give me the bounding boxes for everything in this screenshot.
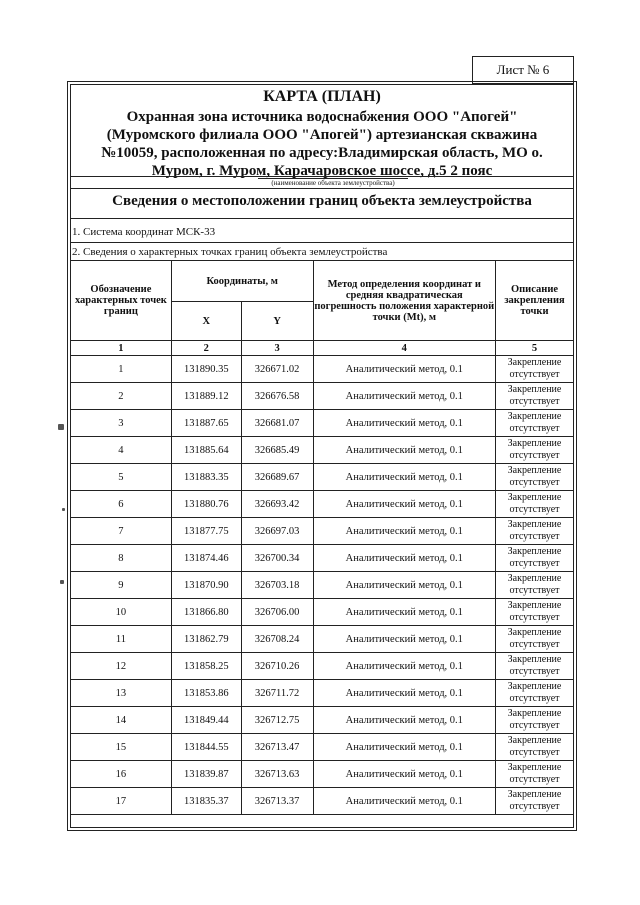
fixing-cell: Закрепление отсутствует <box>496 437 574 464</box>
coord-x: 131877.75 <box>171 518 241 545</box>
coord-y: 326703.18 <box>241 572 313 599</box>
method-cell: Аналитический метод, 0.1 <box>313 707 495 734</box>
method-cell: Аналитический метод, 0.1 <box>313 491 495 518</box>
column-index: 1 <box>71 341 172 356</box>
header-x: X <box>171 302 241 341</box>
fixing-cell: Закрепление отсутствует <box>496 653 574 680</box>
fixing-cell: Закрепление отсутствует <box>496 626 574 653</box>
coord-x: 131874.46 <box>171 545 241 572</box>
coord-y: 326700.34 <box>241 545 313 572</box>
fixing-cell: Закрепление отсутствует <box>496 383 574 410</box>
coord-x: 131885.64 <box>171 437 241 464</box>
description-caption: (наименование объекта землеустройства) <box>258 178 408 187</box>
method-cell: Аналитический метод, 0.1 <box>313 626 495 653</box>
point-number: 6 <box>71 491 172 518</box>
table-row <box>71 572 574 599</box>
divider <box>70 218 574 219</box>
point-number: 11 <box>71 626 172 653</box>
coord-x: 131870.90 <box>171 572 241 599</box>
table-row <box>71 788 574 815</box>
coord-x: 131839.87 <box>171 761 241 788</box>
point-number: 9 <box>71 572 172 599</box>
coord-y: 326711.72 <box>241 680 313 707</box>
fixing-cell: Закрепление отсутствует <box>496 788 574 815</box>
page-title: КАРТА (ПЛАН) <box>263 88 381 105</box>
coord-x: 131883.35 <box>171 464 241 491</box>
fixing-cell: Закрепление отсутствует <box>496 464 574 491</box>
point-number: 3 <box>71 410 172 437</box>
coord-x: 131844.55 <box>171 734 241 761</box>
divider <box>70 242 574 243</box>
coord-y: 326681.07 <box>241 410 313 437</box>
method-cell: Аналитический метод, 0.1 <box>313 653 495 680</box>
coord-x: 131866.80 <box>171 599 241 626</box>
column-index: 4 <box>313 341 495 356</box>
table-row <box>71 707 574 734</box>
point-number: 13 <box>71 680 172 707</box>
point-number: 1 <box>71 356 172 383</box>
method-cell: Аналитический метод, 0.1 <box>313 680 495 707</box>
point-number: 10 <box>71 599 172 626</box>
method-cell: Аналитический метод, 0.1 <box>313 437 495 464</box>
divider <box>70 176 574 177</box>
coord-y: 326708.24 <box>241 626 313 653</box>
fixing-cell: Закрепление отсутствует <box>496 761 574 788</box>
point-number: 12 <box>71 653 172 680</box>
header-y: Y <box>241 302 313 341</box>
coord-y: 326676.58 <box>241 383 313 410</box>
table-row <box>71 734 574 761</box>
boundary-points-table <box>70 260 574 815</box>
table-row <box>71 761 574 788</box>
method-cell: Аналитический метод, 0.1 <box>313 464 495 491</box>
coord-y: 326685.49 <box>241 437 313 464</box>
section-title: Сведения о местоположении границ объекта землеустройства <box>112 193 532 209</box>
table-row <box>71 437 574 464</box>
coord-y: 326710.26 <box>241 653 313 680</box>
coord-x: 131858.25 <box>171 653 241 680</box>
fixing-cell: Закрепление отсутствует <box>496 572 574 599</box>
header-method: Метод определения координат и средняя квадратическая погрешность положения характерной точки (Mt), м <box>313 261 495 341</box>
table-row <box>71 653 574 680</box>
table-row <box>71 545 574 572</box>
coord-x: 131853.86 <box>171 680 241 707</box>
fixing-cell: Закрепление отсутствует <box>496 356 574 383</box>
coord-y: 326706.00 <box>241 599 313 626</box>
header-coordinates: Координаты, м <box>171 261 313 302</box>
fixing-cell: Закрепление отсутствует <box>496 707 574 734</box>
header-fixing: Описание закрепления точки <box>496 261 574 341</box>
table-row <box>71 680 574 707</box>
table-row <box>71 410 574 437</box>
coord-x: 131880.76 <box>171 491 241 518</box>
table-row <box>71 626 574 653</box>
point-number: 15 <box>71 734 172 761</box>
header-designation: Обозначение характерных точек границ <box>71 261 172 341</box>
fixing-cell: Закрепление отсутствует <box>496 599 574 626</box>
method-cell: Аналитический метод, 0.1 <box>313 734 495 761</box>
fixing-cell: Закрепление отсутствует <box>496 680 574 707</box>
object-description: Охранная зона источника водоснабжения ООО "Апогей" (Муромского филиала ООО "Апогей") артезианская скважина №10059, расположенная по адресу:Владимирская область, МО о. Муром, г. Муром, Карачаровское шоссе, д.5 2 пояс <box>101 109 543 179</box>
coordinate-system: 1. Система координат МСК-33 <box>72 226 216 238</box>
coord-y: 326713.37 <box>241 788 313 815</box>
coord-y: 326713.63 <box>241 761 313 788</box>
method-cell: Аналитический метод, 0.1 <box>313 383 495 410</box>
fixing-cell: Закрепление отсутствует <box>496 410 574 437</box>
table-row <box>71 599 574 626</box>
points-section-title: 2. Сведения о характерных точках границ объекта землеустройства <box>72 246 388 258</box>
coord-x: 131835.37 <box>171 788 241 815</box>
fixing-cell: Закрепление отсутствует <box>496 518 574 545</box>
point-number: 8 <box>71 545 172 572</box>
method-cell: Аналитический метод, 0.1 <box>313 518 495 545</box>
point-number: 7 <box>71 518 172 545</box>
column-index: 3 <box>241 341 313 356</box>
method-cell: Аналитический метод, 0.1 <box>313 572 495 599</box>
point-number: 5 <box>71 464 172 491</box>
method-cell: Аналитический метод, 0.1 <box>313 356 495 383</box>
point-number: 17 <box>71 788 172 815</box>
method-cell: Аналитический метод, 0.1 <box>313 788 495 815</box>
point-number: 14 <box>71 707 172 734</box>
point-number: 4 <box>71 437 172 464</box>
scan-speck <box>60 580 64 584</box>
table-row <box>71 383 574 410</box>
coord-x: 131887.65 <box>171 410 241 437</box>
sheet-number: Лист № 6 <box>472 56 574 84</box>
table-row <box>71 518 574 545</box>
divider <box>70 188 574 189</box>
coord-y: 326697.03 <box>241 518 313 545</box>
table-row <box>71 464 574 491</box>
coord-x: 131890.35 <box>171 356 241 383</box>
point-number: 2 <box>71 383 172 410</box>
point-number: 16 <box>71 761 172 788</box>
fixing-cell: Закрепление отсутствует <box>496 545 574 572</box>
method-cell: Аналитический метод, 0.1 <box>313 761 495 788</box>
method-cell: Аналитический метод, 0.1 <box>313 545 495 572</box>
coord-y: 326671.02 <box>241 356 313 383</box>
coord-y: 326712.75 <box>241 707 313 734</box>
coord-x: 131889.12 <box>171 383 241 410</box>
coord-y: 326689.67 <box>241 464 313 491</box>
column-index: 2 <box>171 341 241 356</box>
method-cell: Аналитический метод, 0.1 <box>313 410 495 437</box>
coord-x: 131849.44 <box>171 707 241 734</box>
fixing-cell: Закрепление отсутствует <box>496 491 574 518</box>
coord-y: 326713.47 <box>241 734 313 761</box>
coord-x: 131862.79 <box>171 626 241 653</box>
method-cell: Аналитический метод, 0.1 <box>313 599 495 626</box>
table-row <box>71 356 574 383</box>
scan-speck <box>58 424 64 430</box>
column-index: 5 <box>496 341 574 356</box>
table-row <box>71 491 574 518</box>
coord-y: 326693.42 <box>241 491 313 518</box>
fixing-cell: Закрепление отсутствует <box>496 734 574 761</box>
scan-speck <box>62 508 65 511</box>
